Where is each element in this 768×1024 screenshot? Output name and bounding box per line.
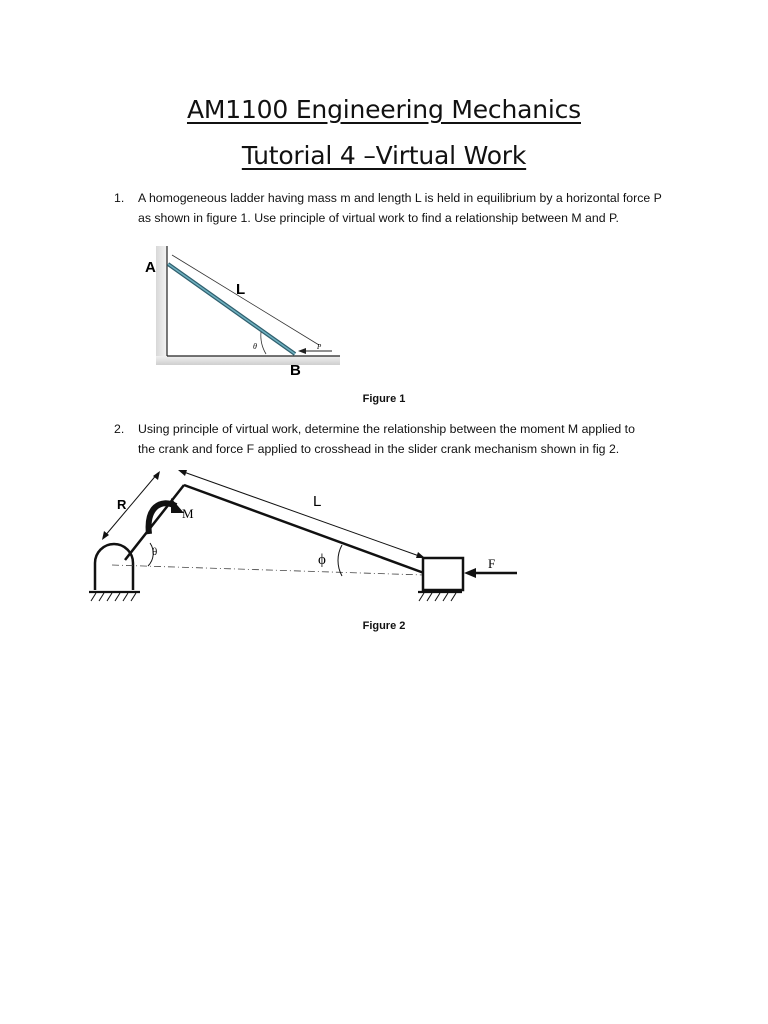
connecting-rod	[184, 485, 424, 573]
label-force: P	[317, 343, 322, 351]
figure-2-caption: Figure 2	[362, 620, 406, 632]
force-arrowhead	[464, 568, 476, 578]
crank-pivot-support	[95, 544, 133, 590]
question-number: 1.	[114, 191, 125, 205]
label-length: L	[236, 281, 246, 298]
dimension-arrowhead	[153, 471, 160, 480]
label-moment: M	[182, 506, 194, 521]
question-text-line: the crank and force F applied to crosshead in the slider crank mechanism shown in fig 2.	[138, 442, 620, 456]
label-a: A	[145, 259, 156, 276]
question-text-line: Using principle of virtual work, determine the relationship between the moment M applied to	[138, 422, 635, 436]
question-text-line: A homogeneous ladder having mass m and length L is held in equilibrium by a horizontal force P	[138, 191, 662, 205]
question-number: 2.	[114, 422, 125, 436]
rod-angle-arc	[338, 545, 342, 576]
label-theta: θ	[253, 342, 257, 351]
label-phi: ϕ	[318, 552, 326, 568]
rod-length-dimension	[181, 471, 422, 557]
label-length: L	[313, 493, 322, 510]
question-text-line: as shown in figure 1. Use principle of virtual work to find a relationship between M and P.	[138, 211, 619, 225]
reference-axis	[112, 565, 424, 575]
left-ground-hatch	[91, 593, 136, 601]
slider-block	[423, 558, 463, 590]
right-ground-hatch	[419, 593, 456, 601]
course-title: AM1100 Engineering Mechanics	[186, 95, 581, 124]
label-r: R	[117, 497, 127, 512]
tutorial-title: Tutorial 4 –Virtual Work	[241, 141, 527, 170]
figure-1-caption: Figure 1	[362, 393, 406, 405]
label-force: F	[488, 556, 496, 571]
label-b: B	[290, 362, 301, 379]
label-theta: θ	[152, 546, 158, 558]
dimension-arrowhead	[178, 470, 187, 476]
